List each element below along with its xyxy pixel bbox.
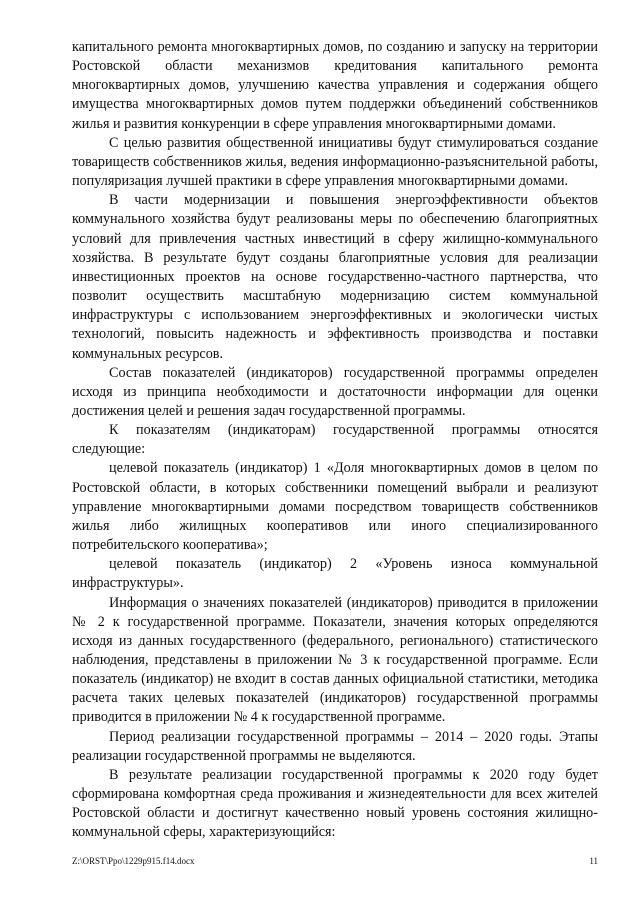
footer-file-path: Z:\ORST\Ppo\1229p915.f14.docx: [72, 856, 195, 866]
page-footer: [72, 856, 598, 866]
paragraph-8: Информация о значениях показателей (индикаторов) приводится в приложении № 2 к государственной программе. Показатели, значения которых определяются исходя из данных государственного (федерального, регионального) статистического наблюдения, представлены в приложении № 3 к государственной программе. Если показатель (индикатор) не входит в состав данных официальной статистики, методика расчета таких целевых показателей (индикаторов) государственной программы приводится в приложении № 4 к государственной программе.: [72, 594, 598, 726]
paragraph-9: Период реализации государственной программы – 2014 – 2020 годы. Этапы реализации государственной программы не выделяются.: [72, 728, 598, 764]
paragraph-10: В результате реализации государственной программы к 2020 году будет сформирована комфортная среда проживания и жизнедеятельности для всех жителей Ростовской области и достигнут качественно новый уровень состояния жилищно-коммунальной сферы, характеризующийся:: [72, 766, 598, 841]
paragraph-6: целевой показатель (индикатор) 1 «Доля многоквартирных домов в целом по Ростовской области, в которых собственники помещений выбрали и реализуют управление многоквартирными домами посредством товариществ собственников жилья либо жилищных кооперативов или иного специализированного потребительского кооператива»;: [72, 460, 598, 554]
paragraph-7: целевой показатель (индикатор) 2 «Уровень износа коммунальной инфраструктуры».: [72, 556, 598, 592]
paragraph-3: В части модернизации и повышения энергоэффективности объектов коммунального хозяйства будут реализованы меры по обеспечению благоприятных условий для привлечения частных инвестиций в сферу жилищно-коммунального хозяйства. В результате будут созданы благоприятные условия для реализации инвестиционных проектов на основе государственно-частного партнерства, что позволит осуществить масштабную модернизацию систем коммунальной инфраструктуры с использованием энергоэффективных и экологически чистых технологий, повысить надежность и эффективность производства и поставки коммунальных ресурсов.: [72, 192, 598, 362]
paragraph-5: К показателям (индикаторам) государственной программы относятся следующие:: [72, 422, 598, 458]
paragraph-2: С целью развития общественной инициативы будут стимулироваться создание товариществ собственников жилья, ведения информационно-разъяснительной работы, популяризация лучшей практики в сфере управления многоквартирными домами.: [72, 134, 598, 190]
body-text: [72, 38, 598, 843]
paragraph-4: Состав показателей (индикаторов) государственной программы определен исходя из принципа необходимости и достаточности информации для оценки достижения целей и решения задач государственной программы.: [72, 364, 598, 419]
paragraph-1: капитального ремонта многоквартирных домов, по созданию и запуску на территории Ростовской области механизмов кредитования капитального ремонта многоквартирных домов, улучшению качества управления и содержания общего имущества многоквартирных домов путем поддержки объединений собственников жилья и развития конкуренции в сфере управления многоквартирными домами.: [72, 39, 598, 132]
page-number: 11: [589, 856, 598, 866]
